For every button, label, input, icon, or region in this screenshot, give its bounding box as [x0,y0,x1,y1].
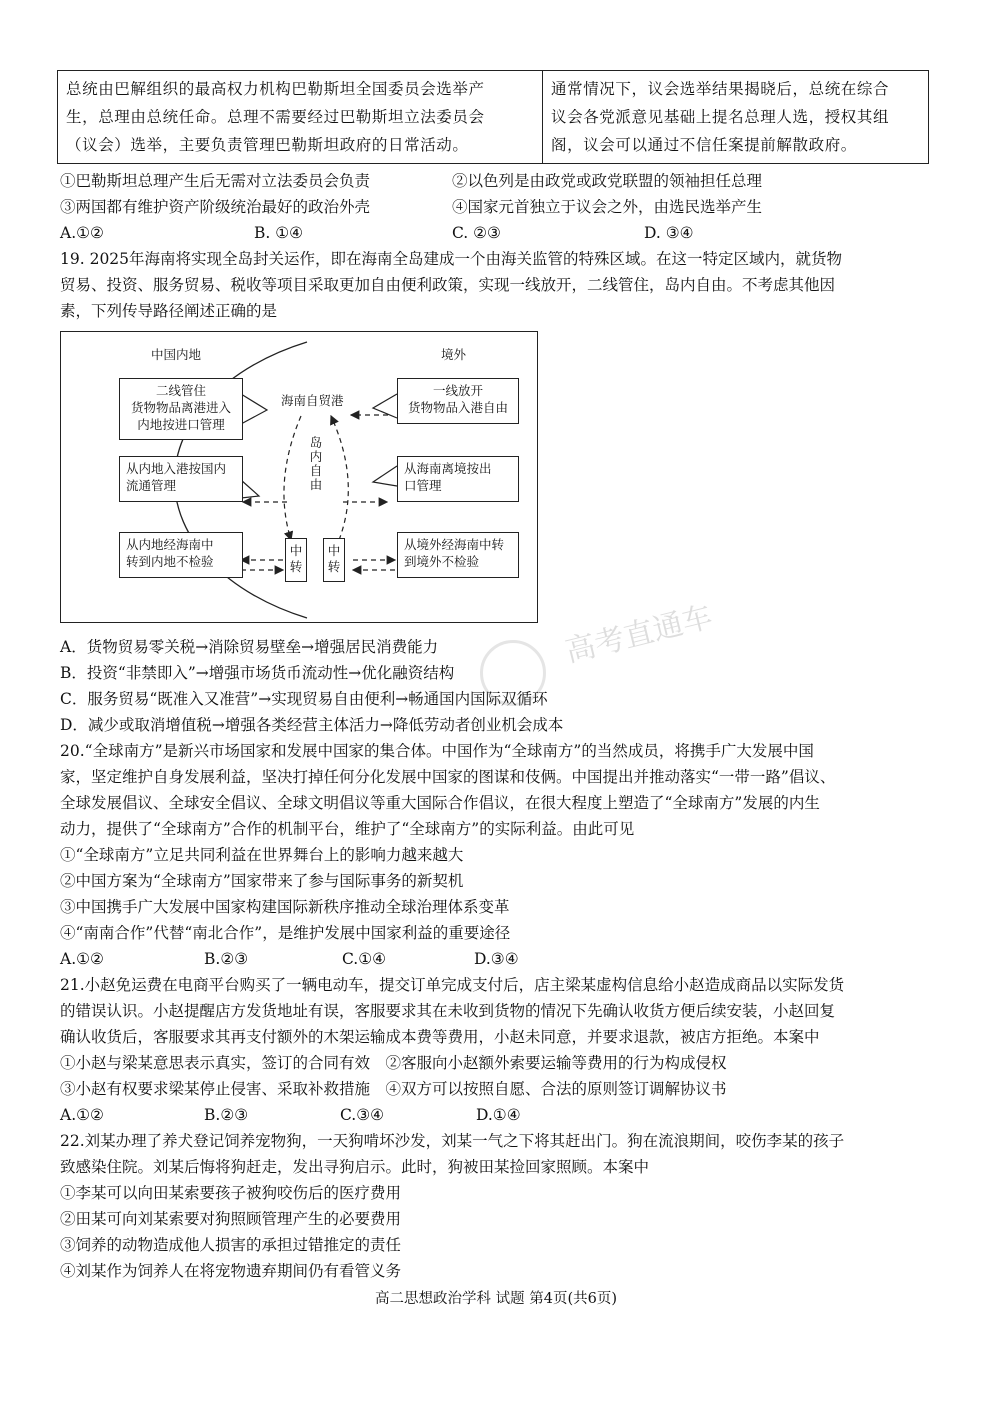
q18-option-a: A.①② [60,224,104,242]
table-right-line-3: 阁，议会可以通过不信任案提前解散政府。 [551,136,857,154]
q18-option-b: B. ①④ [254,224,304,242]
table-left-line-2: 生，总理由总统任命。总理不需要经过巴勒斯坦立法委员会 [66,108,485,126]
hainan-ftp-diagram [60,331,538,623]
q18-statement-2: ②以色列是由政党或政党联盟的领袖担任总理 [452,172,763,190]
box-abroad-transit: 从境外经海南中转 到境外不检验 [397,532,519,578]
inisland-arc-left [284,416,301,540]
q21-statements-3-4: ③小赵有权要求梁某停止侵害、采取补救措施 ④双方可以按照自愿、合法的原则签订调解协议书 [60,1080,727,1098]
q19-option-d: D．减少或取消增值税→增强各类经营主体活力→降低劳动者创业机会成本 [60,716,564,734]
q22-stem-line-2: 致感染住院。刘某后悔将狗赶走，发出寻狗启示。此时，狗被田某捡回家照顾。本案中 [60,1158,650,1176]
q18-option-c: C. ②③ [452,224,501,242]
callout-pointer-1 [241,394,267,424]
box-second-line-control: 二线管住 货物物品离港进入 内地按进口管理 [119,378,243,440]
q20-statement-3: ③中国携手广大发展中国家构建国际新秩序推动全球治理体系变革 [60,898,510,916]
q19-option-b: B．投资“非禁即入”→增强市场货币流动性→优化融资结构 [60,664,455,682]
q18-option-d: D. ③④ [644,224,694,242]
q20-statement-4: ④“南南合作”代替“南北合作”，是维护发展中国家利益的重要途径 [60,924,511,942]
q20-option-d: D.③④ [474,950,519,968]
box-mainland-entry: 从内地入港按国内 流通管理 [119,456,243,502]
q19-stem-line-2: 贸易、投资、服务贸易、税收等项目采取更加自由便利政策，实现一线放开，二线管住，岛内自由。不考虑其他因 [60,276,836,294]
q18-statement-1: ①巴勒斯坦总理产生后无需对立法委员会负责 [60,172,371,190]
box-exit-export: 从海南离境按出 口管理 [397,456,519,502]
callout-pointer-5 [373,466,397,486]
q19-option-a: A．货物贸易零关税→消除贸易壁垒→增强居民消费能力 [60,638,439,656]
label-abroad: 境外 [441,347,467,362]
q22-statement-3: ③饲养的动物造成他人损害的承担过错推定的责任 [60,1236,402,1254]
q21-stem-line-1: 21.小赵免运费在电商平台购买了一辆电动车，提交订单完成支付后，店主梁某虚构信息给小赵造成商品以实际发货 [60,976,845,994]
watermark-text: 高考直通车 [561,599,716,670]
table-left-line-1: 总统由巴解组织的最高权力机构巴勒斯坦全国委员会选举产 [66,80,485,98]
label-hainan-ftp: 海南自贸港 [281,393,344,408]
table-left-line-3: （议会）选举，主要负责管理巴勒斯坦政府的日常活动。 [66,136,469,154]
q21-option-b: B.②③ [204,1106,249,1124]
q20-stem-line-4: 动力，提供了“全球南方”合作的机制平台，维护了“全球南方”的实际利益。由此可见 [60,820,635,838]
q22-statement-1: ①李某可以向田某索要孩子被狗咬伤后的医疗费用 [60,1184,402,1202]
box-first-line-open: 一线放开 货物物品入港自由 [397,378,519,424]
table-right-line-1: 通常情况下，议会选举结果揭晓后，总统在综合 [551,80,890,98]
q21-stem-line-3: 确认收货后，客服要求其再支付额外的木架运输成本费等费用，小赵未同意，并要求退款，被店方拒绝。本案中 [60,1028,820,1046]
q20-stem-line-1: 20.“全球南方”是新兴市场国家和发展中国家的集合体。中国作为“全球南方”的当然成员，将携手广大发展中国 [60,742,814,760]
table-cell-left [58,71,543,163]
q20-stem-line-2: 家，坚定维护自身发展利益，坚决打掉任何分化发展中国家的图谋和伎俩。中国提出并推动落实“一带一路”倡议、 [60,768,836,786]
page-footer: 高二思想政治学科 试题 第4页(共6页) [375,1291,617,1307]
watermark-seal [480,640,546,706]
box-mainland-transit: 从内地经海南中 转到内地不检验 [119,532,243,578]
q20-stem-line-3: 全球发展倡议、全球安全倡议、全球文明倡议等重大国际合作倡议，在很大程度上塑造了“全球南方”发展的内生 [60,794,820,812]
q22-statement-2: ②田某可向刘某索要对狗照顾管理产生的必要费用 [60,1210,402,1228]
q21-option-a: A.①② [60,1106,104,1124]
box-transit-right: 中 转 [323,538,345,582]
q18-statement-4: ④国家元首独立于议会之外，由选民选举产生 [452,198,763,216]
q19-option-c: C．服务贸易“既准入又准营”→实现贸易自由便利→畅通国内国际双循环 [60,690,548,708]
q21-stem-line-2: 的错误认识。小赵提醒店方发货地址有误，客服要求其在未收到货物的情况下先确认收货方便后续安装，小赵回复 [60,1002,836,1020]
label-mainland: 中国内地 [151,347,202,362]
box-transit-left: 中 转 [285,538,307,582]
label-inisland-freedom: 岛 内 自 由 [309,435,323,492]
q21-option-d: D.①④ [476,1106,521,1124]
comparison-table [57,70,929,164]
table-right-line-2: 议会各党派意见基础上提名总理人选，授权其组 [551,108,890,126]
q19-stem-line-1: 19. 2025年海南将实现全岛封关运作，即在海南全岛建成一个由海关监管的特殊区域。在这一特定区域内，就货物 [60,250,843,268]
q22-stem-line-1: 22.刘某办理了养犬登记饲养宠物狗，一天狗啃坏沙发，刘某一气之下将其赶出门。狗在流浪期间，咬伤李某的孩子 [60,1132,845,1150]
q20-statement-1: ①“全球南方”立足共同利益在世界舞台上的影响力越来越大 [60,846,464,864]
callout-pointer-2 [241,480,259,498]
q18-statement-3: ③两国都有维护资产阶级统治最好的政治外壳 [60,198,371,216]
q21-statements-1-2: ①小赵与梁某意思表示真实，签订的合同有效 ②客服向小赵额外索要运输等费用的行为构成侵权 [60,1054,727,1072]
q20-statement-2: ②中国方案为“全球南方”国家带来了参与国际事务的新契机 [60,872,464,890]
q21-option-c: C.③④ [340,1106,385,1124]
callout-pointer-4 [373,394,397,418]
q22-statement-4: ④刘某作为饲养人在将宠物遗弃期间仍有看管义务 [60,1262,402,1280]
table-cell-right [543,71,928,163]
inisland-arc-right [331,416,348,540]
q20-option-b: B.②③ [204,950,249,968]
q20-option-a: A.①② [60,950,104,968]
q20-option-c: C.①④ [342,950,387,968]
q19-stem-line-3: 素，下列传导路径阐述正确的是 [60,302,278,320]
